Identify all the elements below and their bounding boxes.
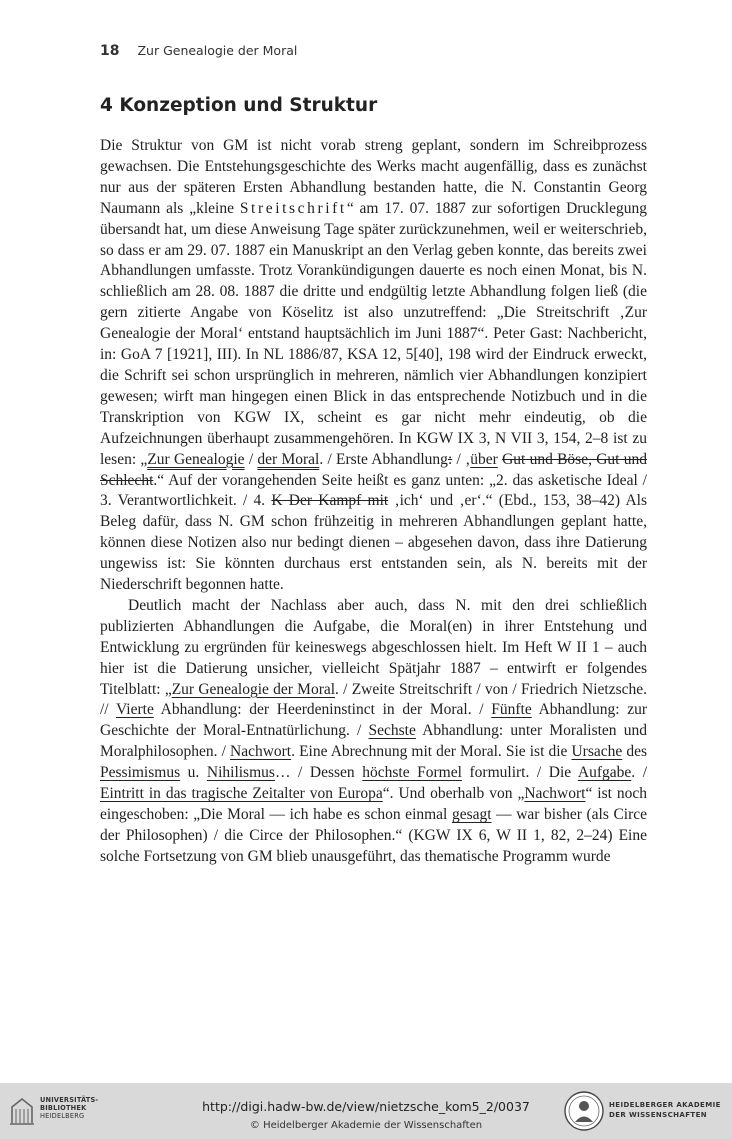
digitization-footer <box>0 1083 732 1139</box>
underlined-text: gesagt <box>451 806 492 823</box>
source-url-link[interactable]: http://digi.hadw-bw.de/view/nietzsche_kom5_2/0037 <box>202 1099 530 1114</box>
double-underlined-text: der Moral <box>257 450 320 468</box>
underlined-text: über <box>470 450 498 468</box>
copyright-notice: © Heidelberger Akademie der Wissenschaften <box>249 1120 483 1131</box>
spaced-emphasis: Streitschrift <box>239 199 347 217</box>
academy-name: HEIDELBERGER AKADEMIE DER WISSENSCHAFTEN <box>609 1101 721 1119</box>
paragraph: Die Struktur von GM ist nicht vorab streng geplant, sondern im Schreibprozess gewachsen. Die Entstehungsgeschichte des Werks macht augenfällig, dass es zunächst nur aus der späteren Ersten Abhandlung bestanden hatte, die N. Constantin Georg Naumann als „kleine Streitschrift“ am 17. 07. 1887 zur sofortigen Drucklegung übersandt hat, um diese Anweisung Tage später zurückzunehmen, weil er weiterschrieb, so dass er am 29. 07. 1887 ein Manuskript an den Verlag geben konnte, das bereits zwei Abhandlungen umfasste. Trotz Vorankündigungen dauerte es noch einen Monat, bis N. schließlich am 28. 08. 1887 die dritte und endgültig letzte Abhandlung folgen ließ (die gern zitierte Angabe von Köselitz ist also unzutreffend: „Die Streitschrift ‚Zur Genealogie der Moral‘ entstand hauptsächlich im Juni 1887“. Peter Gast: Nachbericht, in: GoA 7 [1921], III). In NL 1886/87, KSA 12, 5[40], 198 wird der Eindruck erweckt, die Schrift sei schon ursprünglich in mehreren, nämlich vier Abhandlungen konzipiert gewesen; wirft man hingegen einen Blick in das entsprechende Notizbuch und in die Transkription von KGW IX, scheint es gar nicht mehr eindeutig, ob die Aufzeichnungen überhaupt zusammengehören. In KGW IX 3, N VII 3, 154, 2–8 ist zu lesen: „Zur Genealogie / der Moral. / Erste Abhandlung: / ‚über Gut und Böse, Gut und Schlecht.“ Auf der vorangehenden Seite heißt es ganz unten: „2. das asketische Ideal / 3. Verantwortlichkeit. / 4. K Der Kampf mit ‚ich‘ und ‚er‘.“ (Ebd., 153, 38–42) Als Beleg dafür, dass N. GM schon frühzeitig in mehreren Abhandlungen geplant hatte, können diese Notizen also nur bedingt dienen – abgesehen davon, dass ihre Datierung ungewiss ist: Sie könnten durchaus erst entstanden sein, als N. bereits mit der Niederschrift begonnen hatte. <box>100 137 647 594</box>
running-header <box>100 43 297 59</box>
underlined-text: Aufgabe <box>577 764 632 782</box>
academy-seal-icon <box>564 1091 604 1131</box>
page-number: 18 <box>100 43 120 59</box>
underlined-text: Nachwort <box>524 785 586 803</box>
section-title: 4 Konzeption und Struktur <box>100 95 378 116</box>
struck-text: K Der Kampf mit <box>271 492 389 510</box>
underlined-text: Vierte <box>116 701 154 719</box>
underlined-text: Nihilismus <box>206 764 275 782</box>
double-underlined-text: Zur Genealogie <box>147 450 245 468</box>
underlined-text: Eintritt in das tragische Zeitalter von Europa <box>100 785 383 803</box>
underlined-text: höchste Formel <box>362 764 462 782</box>
underlined-text: Nachwort <box>230 743 292 761</box>
underlined-text: Fünfte <box>491 701 532 719</box>
underlined-text: Sechste <box>368 722 416 740</box>
underlined-text: Ursache <box>571 743 623 761</box>
underlined-text: Zur Genealogie der Moral <box>171 680 336 698</box>
body-text <box>100 136 647 868</box>
struck-text: : <box>447 450 453 468</box>
university-library-name: UNIVERSITÄTS- BIBLIOTHEK HEIDELBERG <box>40 1096 99 1120</box>
running-title: Zur Genealogie der Moral <box>137 43 298 58</box>
underlined-text: Pessimismus <box>100 764 181 782</box>
paragraph: Deutlich macht der Nachlass aber auch, dass N. mit den drei schließlich publizierten Abhandlungen die Aufgabe, die Moral(en) in ihrer Entstehung und Entwicklung zu ergründen für keineswegs abgeschlossen hielt. Im Heft W II 1 – auch hier ist die Datierung unsicher, vielleicht Spätjahr 1887 – entwirft er folgendes Titelblatt: „Zur Genealogie der Moral. / Zweite Streitschrift / von / Friedrich Nietzsche. // Vierte Abhandlung: der Heerdeninstinct in der Moral. / Fünfte Abhandlung: zur Geschichte der Moral-Entnatürlichung. / Sechste Abhandlung: unter Moralisten und Moralphilosophen. / Nachwort. Eine Abrechnung mit der Moral. Sie ist die Ursache des Pessimismus u. Nihilismus… / Dessen höchste Formel formulirt. / Die Aufgabe. / Eintritt in das tragische Zeitalter von Europa“. Und oberhalb von „Nachwort“ ist noch eingeschoben: „Die Moral — ich habe es schon einmal gesagt — war bisher (als Circe der Philosophen) / die Circe der Philosophen.“ (KGW IX 6, W II 1, 82, 2–24) Eine solche Fortsetzung von GM blieb unausgeführt, das thematische Programm wurde <box>100 596 648 865</box>
struck-text: Gut und Böse, Gut und Schlecht <box>100 450 647 489</box>
